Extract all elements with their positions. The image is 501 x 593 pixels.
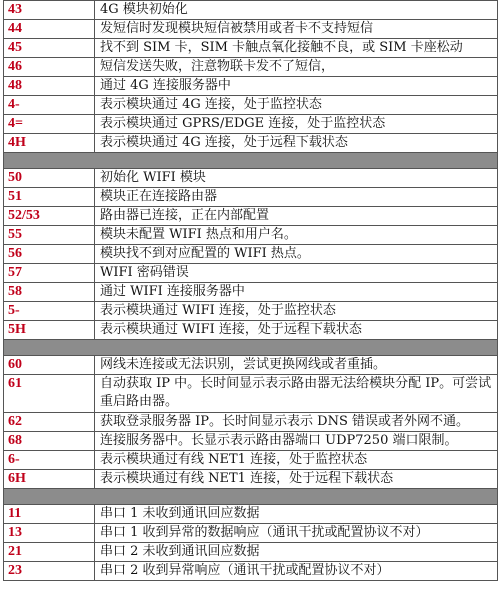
- table-row: [3, 96, 498, 115]
- status-description: 串口 2 收到异常响应（通讯干扰或配置协议不对）: [100, 563, 390, 578]
- status-description: 自动获取 IP 中。长时间显示表示路由器无法给模块分配 IP。可尝试重启路由器。: [100, 376, 492, 409]
- status-description: 通过 4G 连接服务器中: [100, 78, 231, 93]
- table-row: [3, 321, 498, 340]
- table-row: [3, 432, 498, 451]
- status-code: 5-: [4, 302, 95, 320]
- status-code: 4H: [4, 134, 95, 152]
- status-description: 表示模块通过有线 NET1 连接，处于远程下载状态: [100, 471, 394, 486]
- status-code: 44: [4, 20, 95, 38]
- table-row: [3, 115, 498, 134]
- status-code: 6-: [4, 451, 95, 469]
- status-description: 串口 2 未收到通讯回应数据: [100, 544, 260, 559]
- table-row: [3, 39, 498, 58]
- status-code: 58: [4, 283, 95, 301]
- table-row: [3, 524, 498, 543]
- status-description: 网线未连接或无法识别，尝试更换网线或者重插。: [100, 357, 387, 372]
- table-row: [3, 302, 498, 321]
- table-row: [3, 264, 498, 283]
- table-row: [3, 207, 498, 226]
- status-code: 62: [4, 413, 95, 431]
- table-row: [3, 169, 498, 188]
- status-code: 56: [4, 245, 95, 263]
- status-description: 表示模块通过 WIFI 连接，处于远程下载状态: [100, 322, 362, 337]
- status-code: 52/53: [4, 207, 95, 225]
- table-row: [3, 283, 498, 302]
- status-code: 68: [4, 432, 95, 450]
- status-description: 表示模块通过 GPRS/EDGE 连接，处于监控状态: [100, 116, 386, 131]
- table-row: [3, 134, 498, 153]
- table-row: [3, 375, 498, 413]
- table-row: [3, 226, 498, 245]
- status-code: 23: [4, 562, 95, 580]
- status-description: 连接服务器中。长显示表示路由器端口 UDP7250 端口限制。: [100, 433, 458, 448]
- table-row: [3, 413, 498, 432]
- section-separator: [3, 153, 498, 169]
- status-code: 45: [4, 39, 95, 57]
- status-description: 获取登录服务器 IP。长时间显示表示 DNS 错误或者外网不通。: [100, 414, 469, 429]
- table-row: [3, 470, 498, 489]
- status-code: 50: [4, 169, 95, 187]
- status-code: 43: [4, 1, 95, 19]
- status-code: 5H: [4, 321, 95, 339]
- status-code: 55: [4, 226, 95, 244]
- status-code: 61: [4, 375, 95, 412]
- table-row: [3, 188, 498, 207]
- status-description: 模块正在连接路由器: [100, 189, 218, 204]
- table-row: [3, 20, 498, 39]
- table-row: [3, 451, 498, 470]
- table-row: [3, 356, 498, 375]
- section-separator: [3, 340, 498, 356]
- table-row: [3, 245, 498, 264]
- table-row: [3, 505, 498, 524]
- status-description: 模块未配置 WIFI 热点和用户名。: [100, 227, 297, 242]
- table-row: [3, 543, 498, 562]
- status-description: 模块找不到对应配置的 WIFI 热点。: [100, 246, 310, 261]
- status-description: 找不到 SIM 卡，SIM 卡触点氧化接触不良，或 SIM 卡座松动: [100, 40, 463, 55]
- status-code: 13: [4, 524, 95, 542]
- status-description: 串口 1 收到异常的数据响应（通讯干扰或配置协议不对）: [100, 525, 429, 540]
- status-code: 46: [4, 58, 95, 76]
- status-code: 11: [4, 505, 95, 523]
- table-row: [3, 1, 498, 20]
- status-description: WIFI 密码错误: [100, 265, 189, 280]
- status-description: 表示模块通过有线 NET1 连接，处于监控状态: [100, 452, 368, 467]
- status-description: 通过 WIFI 连接服务器中: [100, 284, 245, 299]
- status-description: 表示模块通过 WIFI 连接，处于监控状态: [100, 303, 336, 318]
- status-description: 串口 1 未收到通讯回应数据: [100, 506, 260, 521]
- status-description: 发短信时发现模块短信被禁用或者卡不支持短信: [100, 21, 374, 36]
- status-code: 51: [4, 188, 95, 206]
- status-description: 表示模块通过 4G 连接，处于远程下载状态: [100, 135, 348, 150]
- status-code: 57: [4, 264, 95, 282]
- status-code: 4-: [4, 96, 95, 114]
- status-description: 初始化 WIFI 模块: [100, 170, 206, 185]
- table-row: [3, 77, 498, 96]
- status-code: 4=: [4, 115, 95, 133]
- section-separator: [3, 489, 498, 505]
- status-description: 表示模块通过 4G 连接，处于监控状态: [100, 97, 322, 112]
- status-code-table: [3, 0, 498, 581]
- status-description: 短信发送失败，注意物联卡发不了短信，: [100, 59, 335, 74]
- status-description: 4G 模块初始化: [100, 2, 188, 17]
- table-row: [3, 58, 498, 77]
- status-code: 21: [4, 543, 95, 561]
- table-row: [3, 562, 498, 581]
- status-description: 路由器已连接，正在内部配置: [100, 208, 270, 223]
- status-code: 60: [4, 356, 95, 374]
- status-code: 6H: [4, 470, 95, 488]
- status-code: 48: [4, 77, 95, 95]
